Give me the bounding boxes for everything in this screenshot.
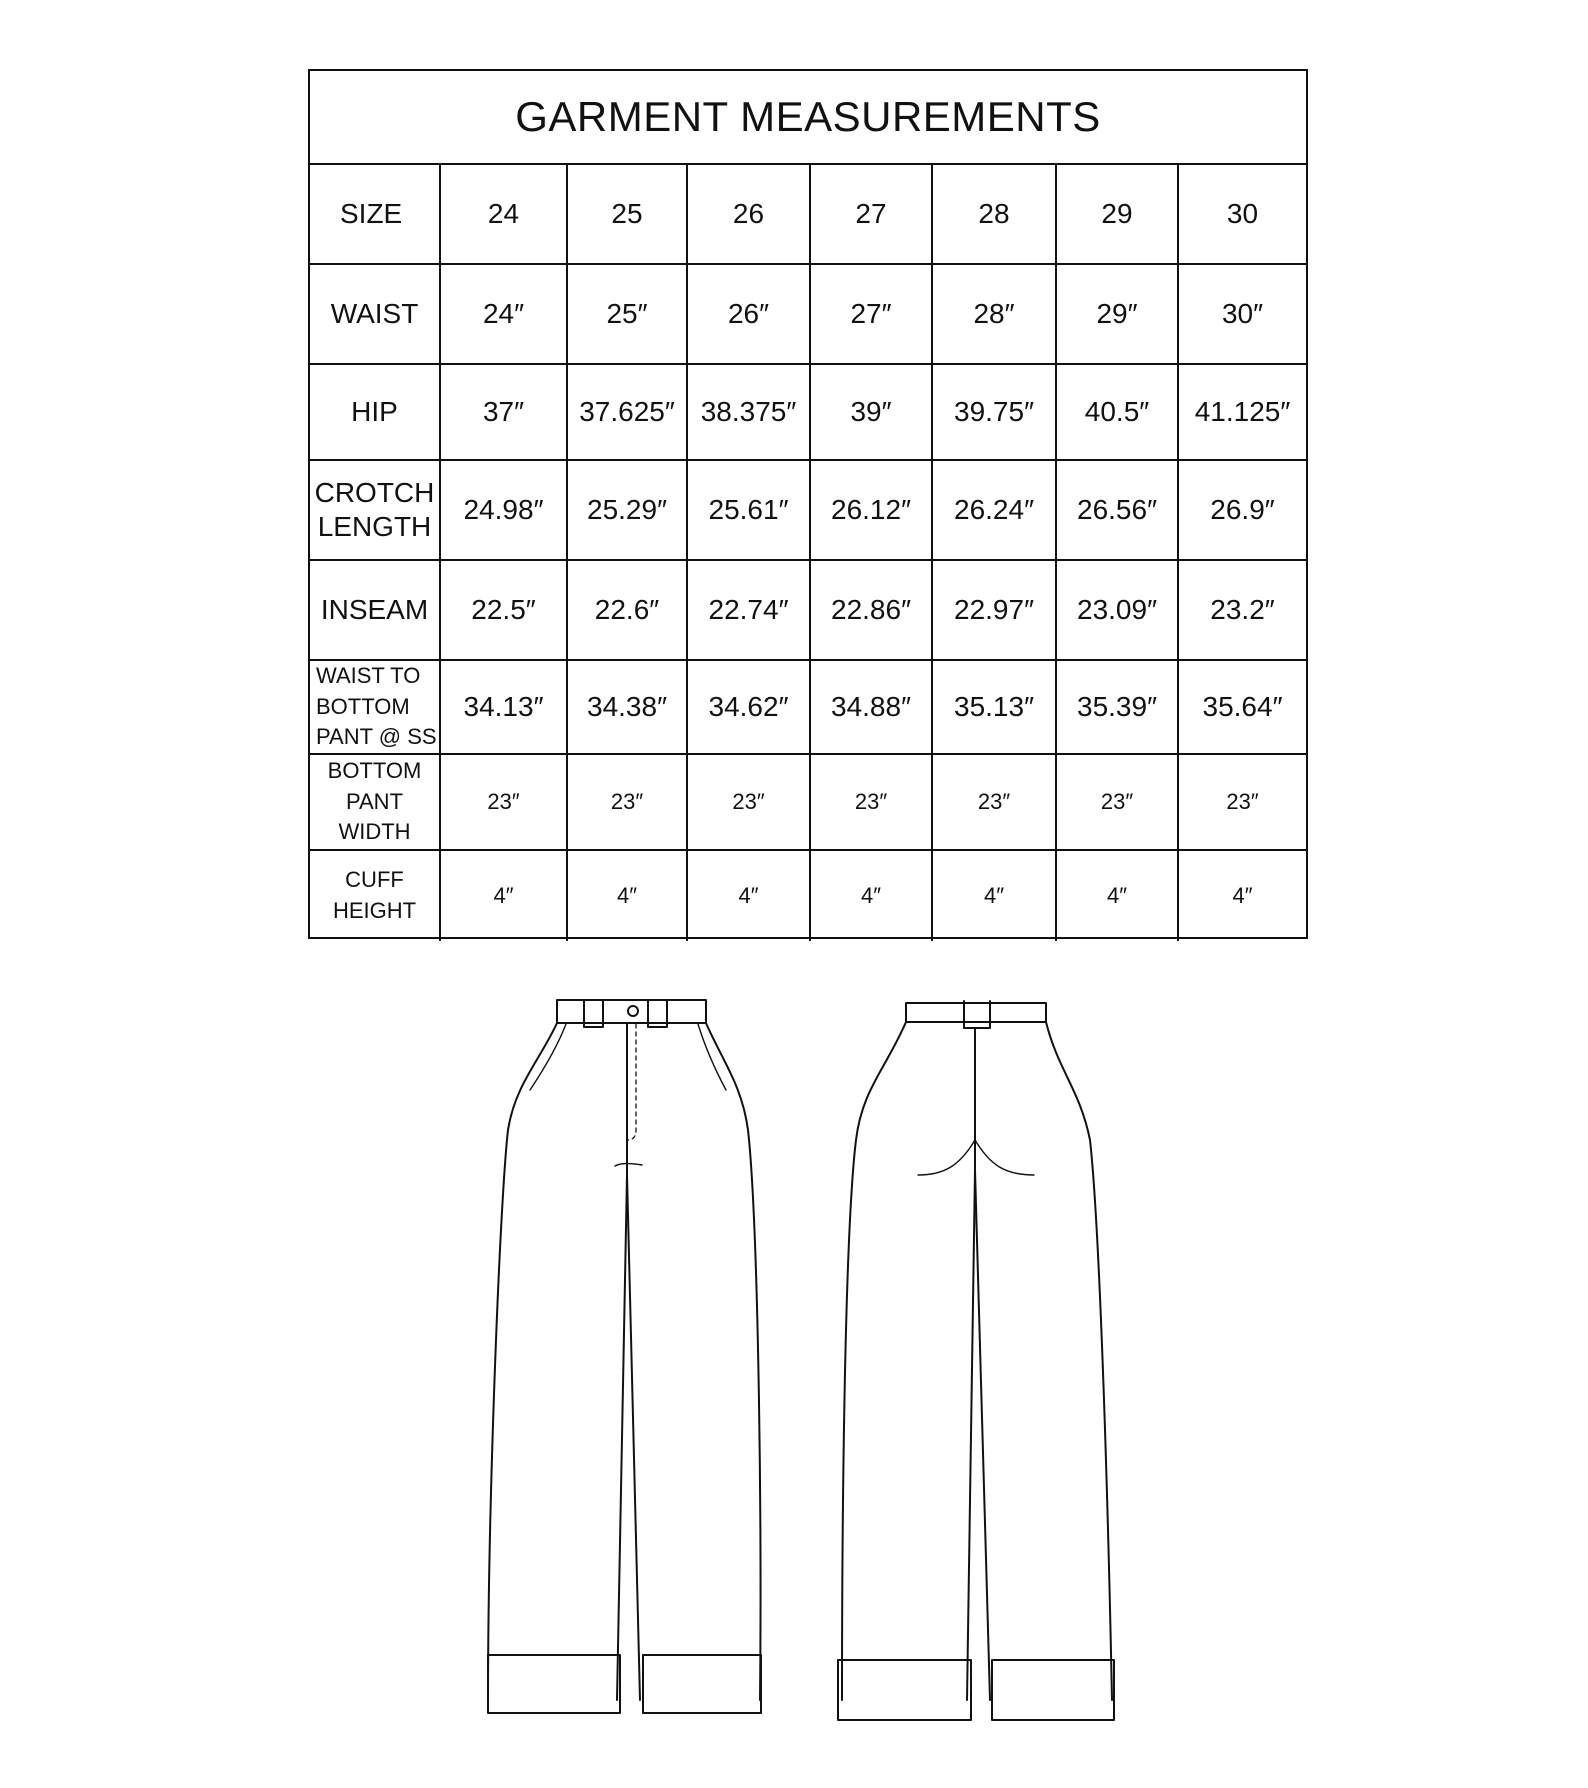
back-left-side-seam xyxy=(842,1022,906,1700)
waist-value: 30″ xyxy=(1221,298,1264,329)
row-label-waist: WAIST xyxy=(310,265,441,363)
row-label-bottom-pant-width xyxy=(310,755,441,849)
inseam-value: 23.09″ xyxy=(1057,561,1179,659)
hip-value: 38.375″ xyxy=(688,365,811,459)
crotch-length-value: 26.12″ xyxy=(811,461,933,559)
waist-to-bottom-value: 34.62″ xyxy=(688,661,811,753)
pants-back-sketch xyxy=(838,1001,1114,1720)
label-line: CROTCH xyxy=(314,477,435,509)
bottom-pant-width-value: 23″ xyxy=(1226,789,1259,814)
waist-value: 29″ xyxy=(1057,265,1179,363)
row-label-inseam: INSEAM xyxy=(310,561,441,659)
waist-value: 28″ xyxy=(933,265,1057,363)
inseam-value: 22.86″ xyxy=(811,561,933,659)
waist-value: 25″ xyxy=(568,265,688,363)
front-left-side-seam xyxy=(488,1023,557,1700)
crotch-length-value: 25.61″ xyxy=(688,461,811,559)
front-crease-mark xyxy=(615,1164,642,1166)
label-line: BOTTOM xyxy=(327,757,422,783)
label-line: PANT @ SS xyxy=(316,724,437,750)
hip-value: 37.625″ xyxy=(568,365,688,459)
row-size xyxy=(310,165,1306,265)
row-hip xyxy=(310,365,1306,461)
back-left-inseam xyxy=(967,1028,975,1700)
back-seat-curve-left xyxy=(918,1140,975,1175)
front-right-side-seam xyxy=(706,1023,761,1700)
back-right-side-seam xyxy=(1046,1022,1112,1700)
inseam-value: 22.5″ xyxy=(441,561,568,659)
back-belt-loop xyxy=(964,1001,990,1028)
cuff-height-value: 4″ xyxy=(568,851,688,941)
label-line: CUFF xyxy=(345,867,404,893)
bottom-pant-width-value: 23″ xyxy=(933,755,1057,849)
back-right-inseam xyxy=(975,1170,990,1700)
bottom-pant-width-value: 23″ xyxy=(811,755,933,849)
inseam-value: 22.74″ xyxy=(688,561,811,659)
row-label-size: SIZE xyxy=(310,165,441,263)
garment-measurements-table xyxy=(308,69,1308,939)
label-line: WAIST TO xyxy=(316,662,421,688)
hip-value: 40.5″ xyxy=(1057,365,1179,459)
front-left-cuff xyxy=(488,1655,620,1713)
inseam-value: 22.97″ xyxy=(933,561,1057,659)
waist-value: 27″ xyxy=(811,265,933,363)
bottom-pant-width-value: 23″ xyxy=(688,755,811,849)
row-label-crotch-length xyxy=(310,461,441,559)
bottom-pant-width-value: 23″ xyxy=(1057,755,1179,849)
front-waistband xyxy=(557,1000,706,1023)
size-28: 28 xyxy=(933,165,1057,263)
front-pocket-left xyxy=(530,1024,566,1090)
label-line: WIDTH xyxy=(338,819,411,845)
row-label-waist-to-bottom xyxy=(310,661,441,753)
cuff-height-value: 4″ xyxy=(1057,851,1179,941)
size-25: 25 xyxy=(568,165,688,263)
crotch-length-value: 26.9″ xyxy=(1210,494,1275,525)
waist-value: 26″ xyxy=(688,265,811,363)
waist-to-bottom-value: 35.13″ xyxy=(933,661,1057,753)
back-waistband xyxy=(906,1003,1046,1022)
crotch-length-value: 25.29″ xyxy=(568,461,688,559)
front-button xyxy=(628,1006,638,1016)
waist-to-bottom-value: 34.13″ xyxy=(441,661,568,753)
row-label-cuff-height xyxy=(310,851,441,941)
row-label-hip: HIP xyxy=(310,365,441,459)
back-seat-curve-right xyxy=(975,1140,1034,1175)
cuff-height-value: 4″ xyxy=(811,851,933,941)
hip-value: 39″ xyxy=(811,365,933,459)
bottom-pant-width-value: 23″ xyxy=(441,755,568,849)
hip-value: 37″ xyxy=(441,365,568,459)
label-line: PANT xyxy=(345,788,404,814)
front-left-inseam xyxy=(617,1023,627,1700)
waist-to-bottom-value: 34.38″ xyxy=(568,661,688,753)
size-26: 26 xyxy=(688,165,811,263)
front-fly-stitch xyxy=(627,1024,636,1140)
crotch-length-value: 26.56″ xyxy=(1057,461,1179,559)
back-right-cuff xyxy=(992,1660,1114,1720)
size-27: 27 xyxy=(811,165,933,263)
inseam-value: 22.6″ xyxy=(568,561,688,659)
back-left-cuff xyxy=(838,1660,971,1720)
waist-value: 24″ xyxy=(441,265,568,363)
row-crotch-length xyxy=(310,461,1306,561)
row-bottom-pant-width xyxy=(310,755,1306,851)
pants-flat-sketch xyxy=(0,960,1588,1760)
front-right-inseam xyxy=(627,1175,640,1700)
waist-to-bottom-value: 35.39″ xyxy=(1057,661,1179,753)
cuff-height-value: 4″ xyxy=(933,851,1057,941)
size-24: 24 xyxy=(441,165,568,263)
size-29: 29 xyxy=(1057,165,1179,263)
crotch-length-value: 24.98″ xyxy=(441,461,568,559)
hip-value: 39.75″ xyxy=(933,365,1057,459)
row-inseam xyxy=(310,561,1306,661)
label-line: HEIGHT xyxy=(332,898,417,923)
table-title: GARMENT MEASUREMENTS xyxy=(310,71,1306,165)
inseam-value: 23.2″ xyxy=(1210,594,1275,625)
crotch-length-value: 26.24″ xyxy=(933,461,1057,559)
cuff-height-value: 4″ xyxy=(1232,883,1253,908)
label-line: BOTTOM xyxy=(316,693,410,719)
front-right-cuff xyxy=(643,1655,761,1713)
size-30: 30 xyxy=(1226,198,1259,229)
waist-to-bottom-value: 34.88″ xyxy=(811,661,933,753)
cuff-height-value: 4″ xyxy=(441,851,568,941)
waist-to-bottom-value: 35.64″ xyxy=(1202,691,1283,722)
row-waist xyxy=(310,265,1306,365)
bottom-pant-width-value: 23″ xyxy=(568,755,688,849)
cuff-height-value: 4″ xyxy=(688,851,811,941)
row-waist-to-bottom xyxy=(310,661,1306,755)
label-line: LENGTH xyxy=(317,511,432,542)
hip-value: 41.125″ xyxy=(1194,396,1291,427)
row-cuff-height xyxy=(310,851,1306,941)
pants-front-sketch xyxy=(488,1000,761,1713)
